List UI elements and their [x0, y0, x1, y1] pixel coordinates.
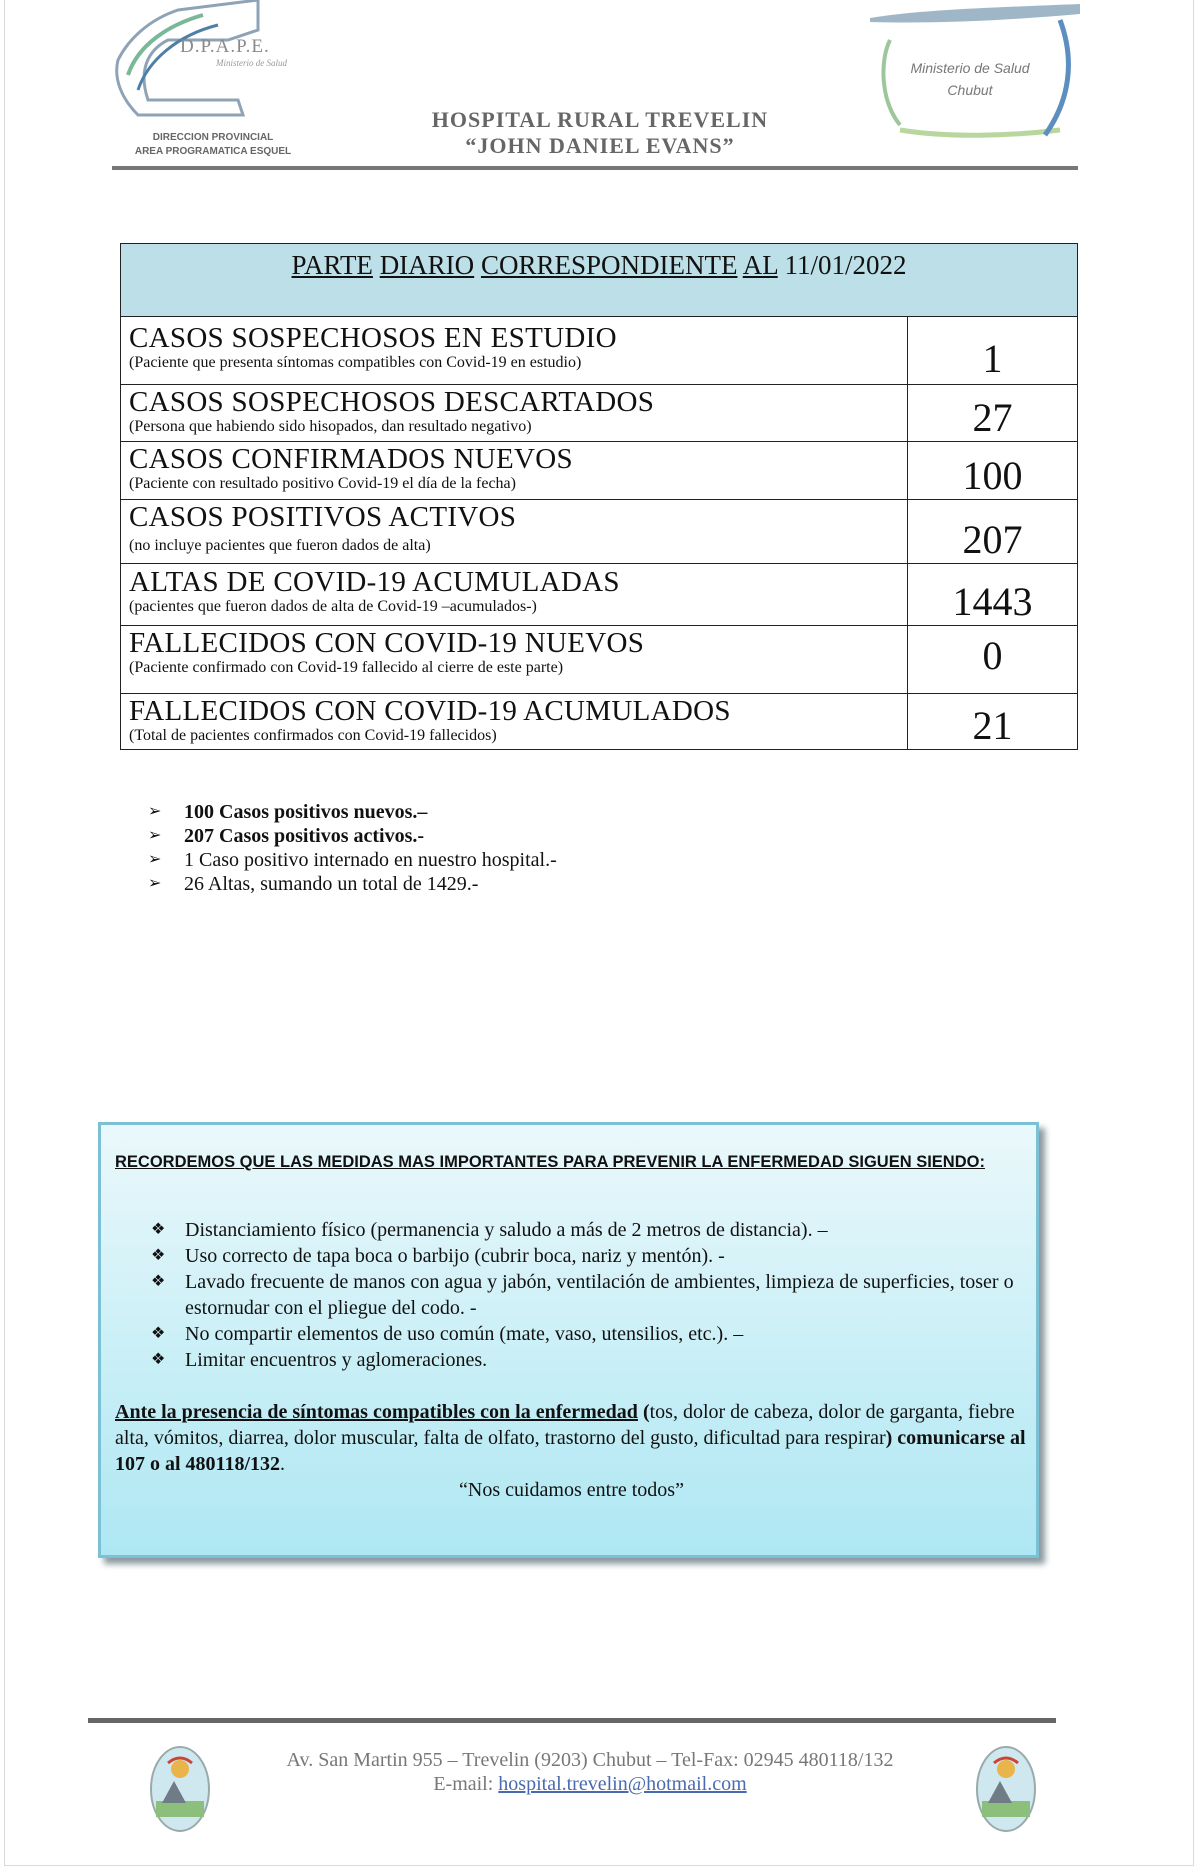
arrow-bullet-icon: ➢	[148, 875, 162, 892]
table-row	[121, 564, 1078, 626]
row-note: (pacientes que fueron dados de alta de Covid-19 –acumulados-)	[129, 598, 537, 615]
row-label-cell	[121, 385, 908, 442]
report-title-word: PARTE	[291, 250, 373, 280]
list-item	[151, 1243, 1031, 1269]
diamond-bullet-icon: ❖	[151, 1247, 166, 1264]
email-link[interactable]: hospital.trevelin@hotmail.com	[498, 1773, 747, 1795]
row-label: CASOS SOSPECHOSOS DESCARTADOS	[129, 386, 655, 418]
row-label-cell	[121, 694, 908, 750]
summary-text: 207 Casos positivos activos.-	[184, 825, 425, 847]
row-note: (Persona que habiendo sido hisopados, dan resultado negativo)	[129, 418, 532, 435]
header-divider	[112, 166, 1078, 170]
dpape-line2: AREA PROGRAMATICA ESQUEL	[134, 146, 292, 157]
list-item	[151, 1217, 1031, 1243]
table-row	[121, 694, 1078, 750]
list-item	[148, 872, 557, 896]
list-item	[151, 1347, 1031, 1373]
footer-address: Av. San Martin 955 – Trevelin (9203) Chubut – Tel-Fax: 02945 480118/132	[286, 1749, 894, 1771]
dpape-logo	[108, 0, 308, 165]
table-row	[121, 385, 1078, 442]
row-note: (Paciente que presenta síntomas compatibles con Covid-19 en estudio)	[129, 354, 582, 371]
prevention-title: RECORDEMOS QUE LAS MEDIDAS MAS IMPORTANTES PARA PREVENIR LA ENFERMEDAD SIGUEN SIENDO:	[115, 1153, 985, 1171]
diamond-bullet-icon: ❖	[151, 1351, 166, 1368]
diamond-bullet-icon: ❖	[151, 1221, 166, 1238]
footer-address-block	[200, 1748, 980, 1796]
symptoms-lead: Ante la presencia de síntomas compatibles con la enfermedad	[115, 1401, 638, 1423]
table-row	[121, 500, 1078, 564]
dpape-subtitle: Ministerio de Salud	[216, 58, 287, 68]
symptoms-paren: (	[637, 1401, 650, 1423]
table-row	[121, 626, 1078, 694]
row-value: 27	[907, 385, 1077, 442]
list-item	[148, 824, 557, 848]
table-row	[121, 317, 1078, 385]
email-label: E-mail:	[433, 1773, 499, 1795]
hospital-subtitle: “JOHN DANIEL EVANS”	[465, 133, 735, 158]
slogan: “Nos cuidamos entre todos”	[459, 1479, 684, 1501]
list-item	[151, 1321, 1031, 1347]
prevention-item: Lavado frecuente de manos con agua y jabón, ventilación de ambientes, limpieza de superficies, toser o estornudar con el pliegue del codo. -	[185, 1271, 1014, 1319]
row-label: FALLECIDOS CON COVID-19 NUEVOS	[129, 627, 645, 659]
row-label-cell	[121, 626, 908, 694]
dpape-line1: DIRECCION PROVINCIAL	[152, 132, 274, 143]
report-title-word: DIARIO	[379, 250, 475, 280]
ministerio-line2: Chubut	[947, 82, 993, 98]
arrow-bullet-icon: ➢	[148, 803, 162, 820]
report-header	[121, 244, 1078, 317]
prevention-item: No compartir elementos de uso común (mate, vaso, utensilios, etc.). –	[185, 1323, 744, 1345]
report-title-word: AL	[742, 250, 778, 280]
prevention-item: Uso correcto de tapa boca o barbijo (cubrir boca, nariz y mentón). -	[185, 1245, 725, 1267]
row-label-cell	[121, 564, 908, 626]
report-date: 11/01/2022	[784, 250, 907, 280]
prevention-item: Limitar encuentros y aglomeraciones.	[185, 1349, 488, 1371]
row-note: (Paciente con resultado positivo Covid-19 el día de la fecha)	[129, 475, 516, 492]
hospital-title: HOSPITAL RURAL TREVELIN	[431, 107, 769, 132]
ministerio-line1: Ministerio de Salud	[910, 60, 1030, 76]
row-label: CASOS POSITIVOS ACTIVOS	[129, 501, 517, 533]
diamond-bullet-icon: ❖	[151, 1325, 166, 1342]
report-title-word: CORRESPONDIENTE	[480, 250, 738, 280]
row-note: (no incluye pacientes que fueron dados de alta)	[129, 537, 431, 554]
summary-text: 1 Caso positivo internado en nuestro hospital.-	[184, 849, 557, 871]
ministerio-logo	[860, 0, 1085, 150]
daily-report-table	[120, 243, 1078, 750]
row-value: 100	[907, 442, 1077, 500]
symptoms-list: tos, dolor de cabeza, dolor de garganta, fiebre alta, vómitos, diarrea, dolor muscular, falta de olfato, trastorno del gusto, dificultad para respirar	[115, 1401, 1015, 1449]
list-item	[151, 1269, 1031, 1321]
row-label: FALLECIDOS CON COVID-19 ACUMULADOS	[129, 695, 731, 727]
table-row	[121, 442, 1078, 500]
row-label: CASOS CONFIRMADOS NUEVOS	[129, 443, 573, 475]
summary-text: 26 Altas, sumando un total de 1429.-	[184, 873, 479, 895]
row-value: 1	[907, 317, 1077, 385]
row-label-cell	[121, 500, 908, 564]
row-value: 0	[907, 626, 1077, 694]
row-label-cell	[121, 317, 908, 385]
footer-divider	[88, 1718, 1056, 1723]
contact-phones: ) comunicarse al 107 o al 480118/132	[115, 1427, 1026, 1475]
row-label: ALTAS DE COVID-19 ACUMULADAS	[129, 566, 620, 598]
row-value: 207	[907, 500, 1077, 564]
symptoms-end: .	[280, 1453, 286, 1475]
chubut-crest-icon	[974, 1743, 1038, 1835]
diamond-bullet-icon: ❖	[151, 1273, 166, 1290]
list-item	[148, 800, 557, 824]
symptoms-note	[115, 1399, 1030, 1477]
prevention-item: Distanciamiento físico (permanencia y saludo a más de 2 metros de distancia). –	[185, 1219, 828, 1241]
row-label-cell	[121, 442, 908, 500]
row-value: 21	[907, 694, 1077, 750]
dpape-acronym: D.P.A.P.E.	[180, 36, 270, 57]
prevention-box	[98, 1122, 1039, 1558]
arrow-bullet-icon: ➢	[148, 827, 162, 844]
summary-text: 100 Casos positivos nuevos.–	[184, 801, 428, 823]
arrow-bullet-icon: ➢	[148, 851, 162, 868]
row-note: (Total de pacientes confirmados con Covid-19 fallecidos)	[129, 727, 497, 744]
row-label: CASOS SOSPECHOSOS EN ESTUDIO	[129, 322, 617, 354]
prevention-list	[151, 1217, 1031, 1373]
row-value: 1443	[907, 564, 1077, 626]
row-note: (Paciente confirmado con Covid-19 fallecido al cierre de este parte)	[129, 659, 564, 676]
footer-email-line	[200, 1772, 980, 1796]
list-item	[148, 848, 557, 872]
summary-list	[148, 800, 557, 896]
